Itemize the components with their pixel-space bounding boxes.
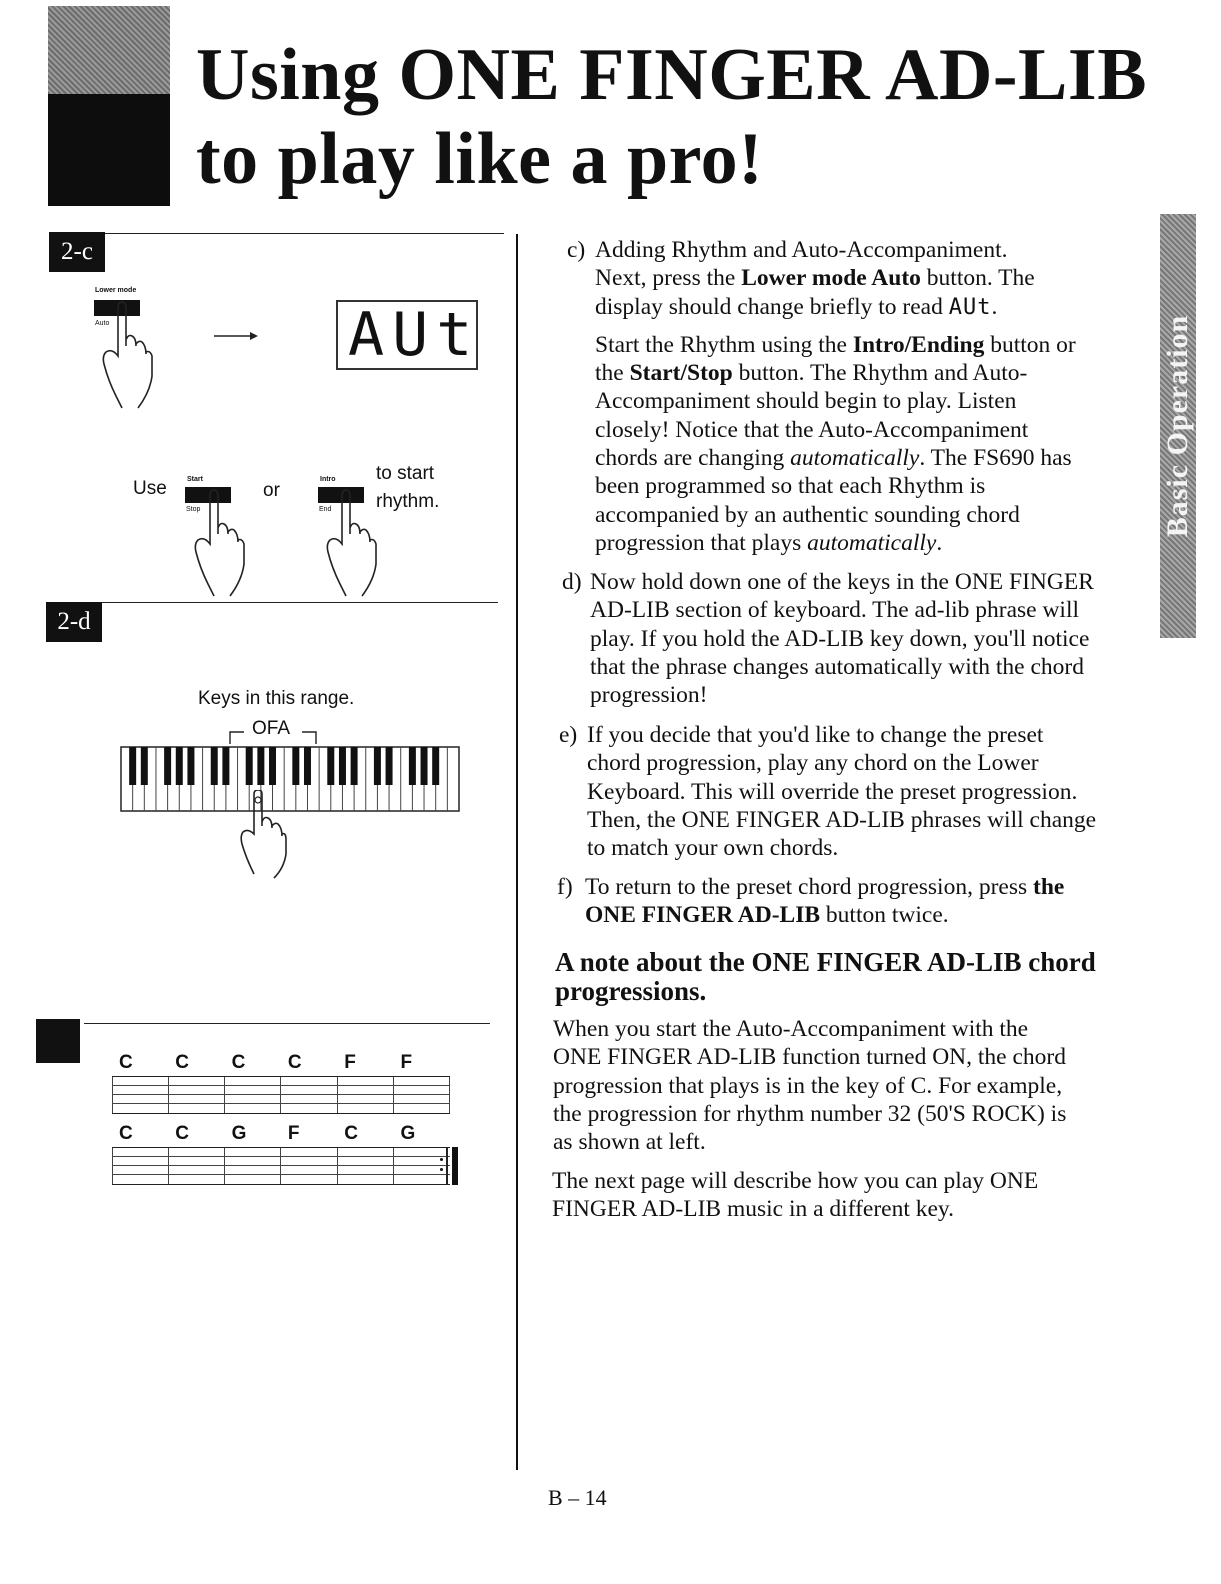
side-tab-label: Basic Operation bbox=[1161, 314, 1194, 538]
chord-label: G bbox=[231, 1123, 247, 1144]
rhythm-label: rhythm. bbox=[376, 491, 440, 512]
stop-label: Stop bbox=[186, 506, 201, 513]
section-tab-2c: 2-c bbox=[49, 232, 105, 272]
hand-pressing-key-icon bbox=[240, 790, 310, 880]
next-line-2: FINGER AD-LIB music in a different key. bbox=[552, 1196, 955, 1223]
column-divider bbox=[516, 234, 518, 1470]
black-key bbox=[129, 747, 136, 785]
chord-label: G bbox=[400, 1123, 416, 1144]
item-e-line-1: If you decide that you'd like to change the preset bbox=[587, 722, 1044, 748]
item-d-label: d) bbox=[562, 569, 582, 595]
chord-label: F bbox=[287, 1123, 300, 1144]
item-c-line-7: closely! Notice that the Auto-Accompaniment bbox=[595, 416, 1029, 443]
hand-pressing-start-icon bbox=[186, 488, 256, 600]
black-key bbox=[421, 747, 428, 785]
item-d-line-1: Now hold down one of the keys in the ONE FINGER bbox=[590, 569, 1094, 595]
item-c-line-5 bbox=[595, 359, 1147, 387]
item-c bbox=[567, 236, 1147, 556]
item-c-line-8 bbox=[595, 444, 1147, 472]
page-title-line-2: to play like a pro! bbox=[196, 118, 764, 200]
note-heading-line-2: progressions. bbox=[555, 976, 707, 1006]
item-c-line-6: Accompaniment should begin to play. Listen bbox=[595, 388, 1017, 415]
item-c-line-3 bbox=[595, 293, 1147, 322]
staff-row-2 bbox=[112, 1147, 450, 1185]
black-key bbox=[339, 747, 346, 785]
repeat-thick-barline bbox=[452, 1147, 458, 1185]
note-heading-line-1: A note about the ONE FINGER AD-LIB chord bbox=[555, 947, 1096, 977]
section-rule-2d bbox=[100, 602, 498, 603]
item-f-text: button twice. bbox=[825, 902, 949, 929]
one-finger-ad-lib-bold: ONE FINGER AD-LIB bbox=[585, 902, 821, 929]
black-key bbox=[164, 747, 171, 785]
black-key bbox=[222, 747, 229, 785]
item-c-text: progression that plays bbox=[595, 529, 802, 556]
black-key bbox=[304, 747, 311, 785]
item-d-line-4: that the phrase changes automatically with the chord bbox=[590, 653, 1084, 680]
section-rule-2c bbox=[100, 233, 504, 234]
item-c-text: button. The bbox=[926, 265, 1035, 292]
keys-range-caption: Keys in this range. bbox=[198, 688, 355, 709]
lower-mode-auto-bold: Lower mode Auto bbox=[741, 265, 921, 292]
black-key bbox=[246, 747, 253, 785]
item-e-line-2: chord progression, play any chord on the Lower bbox=[587, 750, 1039, 777]
lcd-display bbox=[336, 300, 481, 370]
automatically-italic: automatically bbox=[790, 445, 920, 472]
item-c-text: . bbox=[991, 293, 998, 320]
next-page-paragraph bbox=[552, 1167, 1152, 1224]
intro-ending-bold: Intro/Ending bbox=[852, 331, 985, 358]
note-heading bbox=[555, 948, 1155, 1006]
chord-label: F bbox=[344, 1052, 356, 1073]
chord-label: C bbox=[175, 1123, 190, 1144]
ending-label: End bbox=[319, 506, 332, 513]
note-line-5: as shown at left. bbox=[553, 1129, 706, 1156]
item-c-line-4 bbox=[595, 331, 1147, 359]
item-c-line-1 bbox=[595, 236, 1147, 264]
to-start-label: to start bbox=[376, 463, 435, 484]
item-d-line-5: progression! bbox=[590, 682, 708, 709]
black-key bbox=[409, 747, 416, 785]
note-line-3: progression that plays is in the key of C. For example, bbox=[553, 1072, 1063, 1099]
note-line-1: When you start the Auto-Accompaniment with the bbox=[553, 1016, 1029, 1042]
section-tab-chords bbox=[36, 1019, 80, 1063]
item-e-label: e) bbox=[559, 722, 578, 748]
item-c-text: chords are changing bbox=[595, 445, 785, 472]
item-c-text: . The FS690 has bbox=[919, 445, 1072, 472]
item-c-text: . bbox=[936, 529, 943, 556]
black-key bbox=[187, 747, 194, 785]
black-key bbox=[386, 747, 393, 785]
repeat-thin-barline bbox=[446, 1147, 448, 1185]
item-f-text: To return to the preset chord progression, press bbox=[585, 874, 1028, 900]
note-paragraph bbox=[553, 1015, 1153, 1156]
auto-button-label: Auto bbox=[95, 320, 110, 327]
or-label: or bbox=[263, 480, 280, 501]
black-key bbox=[432, 747, 439, 785]
note-line-4: the progression for rhythm number 32 (50'S ROCK) is bbox=[553, 1100, 1067, 1127]
section-tab-2d: 2-d bbox=[46, 602, 102, 642]
use-label: Use bbox=[133, 478, 167, 499]
item-c-text: button or bbox=[990, 331, 1076, 358]
next-line-1: The next page will describe how you can play ONE bbox=[552, 1168, 1039, 1194]
item-f-bold: the bbox=[1033, 874, 1065, 900]
hand-pressing-icon bbox=[94, 300, 164, 412]
black-key bbox=[351, 747, 358, 785]
title-graphic-block bbox=[48, 6, 170, 206]
item-c-line-11 bbox=[595, 529, 1147, 557]
black-key bbox=[211, 747, 218, 785]
start-stop-bold: Start/Stop bbox=[629, 360, 733, 387]
ofa-range-label: OFA bbox=[252, 718, 291, 739]
item-d-line-3: play. If you hold the AD-LIB key down, you'll notice bbox=[590, 625, 1090, 652]
item-e-line-3: Keyboard. This will override the preset progression. bbox=[587, 778, 1078, 805]
side-section-tab bbox=[1160, 214, 1196, 638]
staff-row-1 bbox=[112, 1076, 450, 1114]
item-c-text: Adding Rhythm and Auto-Accompaniment. bbox=[595, 237, 1008, 263]
black-key bbox=[374, 747, 381, 785]
automatically-italic: automatically bbox=[807, 529, 937, 556]
black-key bbox=[292, 747, 299, 785]
item-f-line-1 bbox=[585, 873, 1149, 901]
page-title-line-1: Using ONE FINGER AD-LIB bbox=[196, 34, 1148, 116]
item-c-line-10: accompanied by an authentic sounding chord bbox=[595, 501, 1020, 528]
black-key bbox=[269, 747, 276, 785]
section-rule-chords bbox=[84, 1023, 490, 1024]
item-c-text: button. The Rhythm and Auto- bbox=[738, 360, 1028, 387]
item-f-label: f) bbox=[557, 874, 573, 900]
black-key bbox=[257, 747, 264, 785]
item-d bbox=[562, 568, 1154, 713]
item-f-line-2 bbox=[585, 901, 1149, 929]
item-c-line-9: been programmed so that each Rhythm is bbox=[595, 473, 986, 500]
lower-mode-label: Lower mode bbox=[95, 287, 137, 294]
arrow-right-icon bbox=[214, 330, 258, 342]
chord-label: C bbox=[287, 1052, 302, 1073]
lcd-display-text: AUt bbox=[348, 300, 481, 370]
chord-label: C bbox=[344, 1123, 358, 1144]
start-label: Start bbox=[187, 476, 203, 483]
intro-label: Intro bbox=[320, 476, 336, 483]
page-number: B – 14 bbox=[548, 1485, 607, 1510]
item-c-label: c) bbox=[567, 237, 586, 263]
chord-label: C bbox=[119, 1052, 133, 1073]
item-f bbox=[557, 873, 1149, 933]
item-c-text: display should change briefly to read bbox=[595, 293, 943, 320]
black-key bbox=[327, 747, 334, 785]
chord-label: C bbox=[119, 1123, 133, 1144]
black-key bbox=[176, 747, 183, 785]
item-c-line-2 bbox=[595, 264, 1147, 292]
chord-label: C bbox=[175, 1052, 190, 1073]
item-c-text: Next, press the bbox=[595, 265, 736, 292]
item-c-text: Start the Rhythm using the bbox=[595, 331, 847, 358]
repeat-dot-top bbox=[440, 1158, 443, 1161]
repeat-dot-bottom bbox=[440, 1168, 443, 1171]
inline-display-text: AUt bbox=[948, 294, 992, 320]
note-line-2: ONE FINGER AD-LIB function turned ON, the chord bbox=[553, 1044, 1066, 1071]
item-c-text: the bbox=[595, 360, 624, 387]
item-d-line-2: AD-LIB section of keyboard. The ad-lib phrase will bbox=[590, 597, 1080, 624]
black-key bbox=[141, 747, 148, 785]
item-e-line-5: to match your own chords. bbox=[587, 835, 839, 862]
item-e-line-4: Then, the ONE FINGER AD-LIB phrases will change bbox=[587, 806, 1097, 833]
chord-label: C bbox=[231, 1052, 246, 1073]
item-e bbox=[559, 721, 1151, 866]
chord-label: F bbox=[400, 1052, 413, 1073]
